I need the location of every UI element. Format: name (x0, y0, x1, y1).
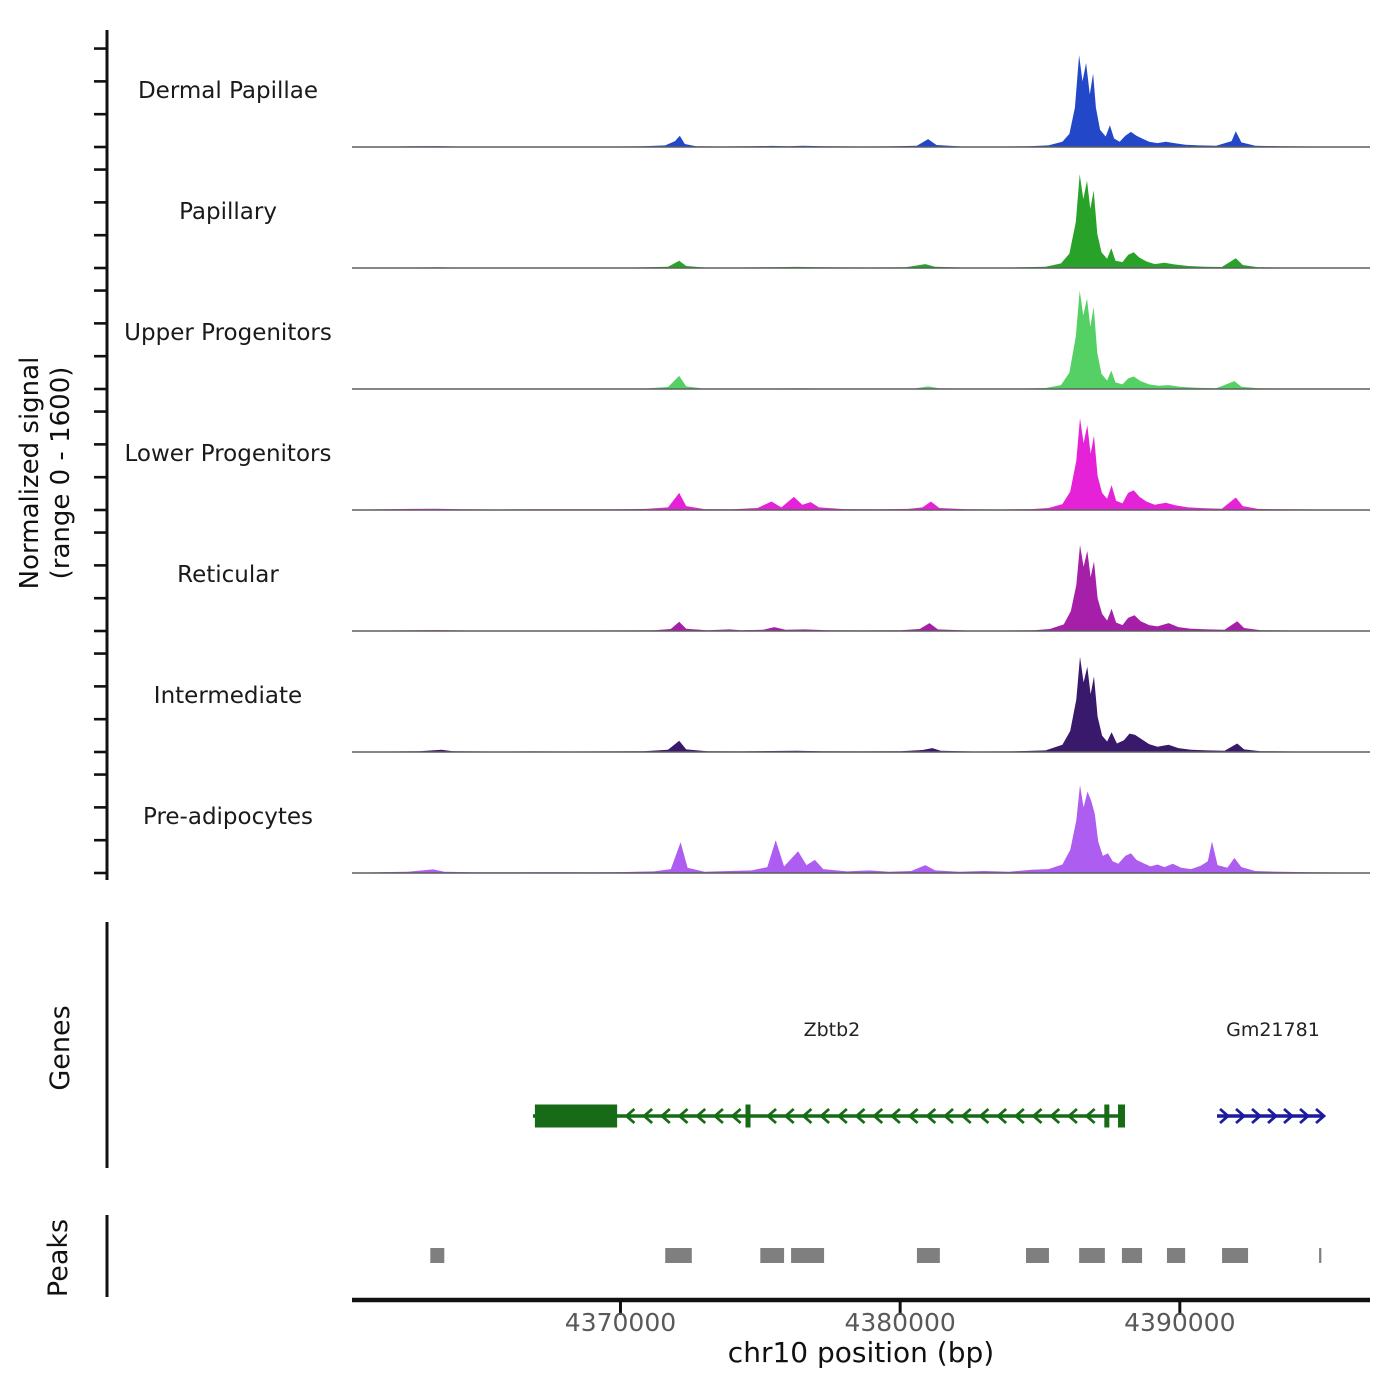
gene-exon-zbtb2 (1118, 1105, 1125, 1128)
peaks-panel-label: Peaks (43, 1218, 74, 1298)
peak-region (791, 1248, 824, 1263)
signal-area-papillary (352, 174, 1370, 268)
peak-region (430, 1248, 444, 1263)
gene-exon-zbtb2 (745, 1105, 750, 1128)
peak-region (1079, 1248, 1105, 1263)
gene-exon-zbtb2 (1104, 1105, 1109, 1128)
signal-area-lower-progenitors (352, 418, 1370, 510)
gene-label-gm21781: Gm21781 (1226, 1019, 1320, 1041)
peak-region (1122, 1248, 1142, 1263)
peak-region (1167, 1248, 1185, 1263)
x-axis-tick-label: 4390000 (1124, 1308, 1236, 1337)
signal-area-upper-progenitors (352, 291, 1370, 389)
x-axis-tick-label: 4380000 (844, 1308, 956, 1337)
signal-area-dermal-papillae (352, 55, 1370, 147)
track-label-pre-adipocytes: Pre-adipocytes (142, 804, 314, 830)
signal-area-intermediate (352, 657, 1370, 752)
track-label-upper-progenitors: Upper Progenitors (124, 320, 332, 346)
signal-axis-label-line2: (range 0 - 1600) (46, 366, 76, 580)
track-label-papillary: Papillary (179, 199, 277, 225)
peak-region (1222, 1248, 1248, 1263)
x-axis-tick-label: 4370000 (564, 1308, 677, 1337)
peak-region (665, 1248, 692, 1263)
track-label-reticular: Reticular (177, 562, 279, 588)
signal-axis-label (15, 193, 79, 753)
peak-region (1026, 1248, 1049, 1263)
signal-axis-label-line1: Normalized signal (15, 356, 45, 590)
genes-panel-label: Genes (45, 1005, 76, 1091)
gene-exon-zbtb2 (535, 1105, 617, 1128)
track-label-lower-progenitors: Lower Progenitors (124, 441, 332, 467)
track-label-dermal-papillae: Dermal Papillae (137, 78, 319, 104)
track-label-intermediate: Intermediate (153, 683, 303, 709)
x-axis-title: chr10 position (bp) (727, 1336, 995, 1369)
signal-area-pre-adipocytes (352, 785, 1370, 873)
signal-area-reticular (352, 545, 1370, 631)
peak-region (917, 1248, 940, 1263)
gene-label-zbtb2: Zbtb2 (803, 1019, 861, 1041)
peak-region (760, 1248, 784, 1263)
peak-region (1319, 1248, 1321, 1263)
